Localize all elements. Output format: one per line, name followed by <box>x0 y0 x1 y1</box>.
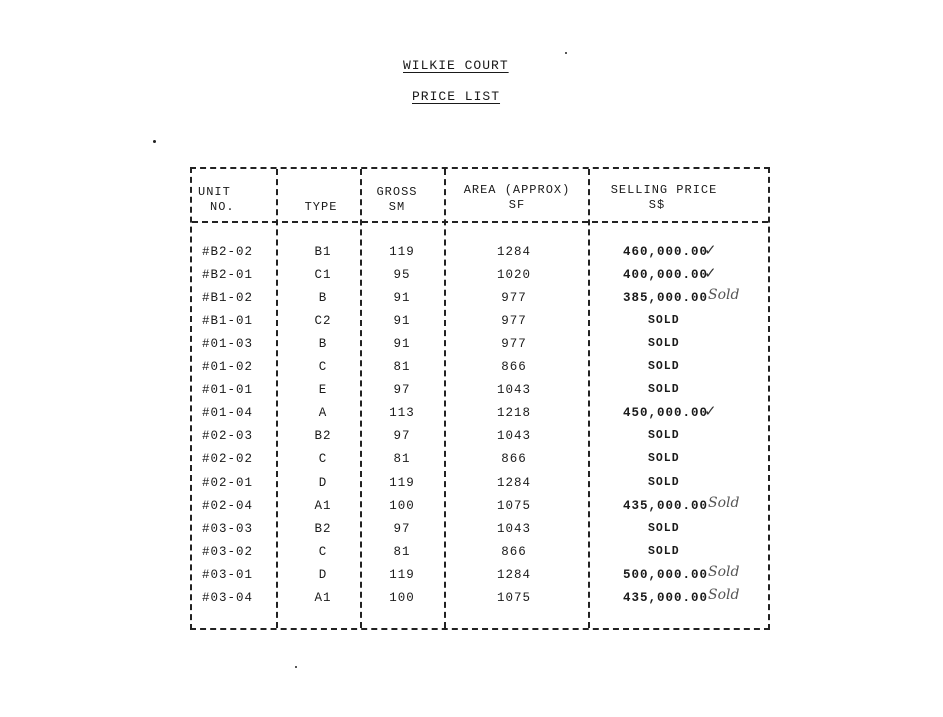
selling-price-cell: SOLD <box>648 429 680 443</box>
type-cell: A <box>318 406 328 421</box>
gross-cell: 81 <box>393 452 411 467</box>
unit-no-cell: #01-02 <box>202 360 254 375</box>
gross-cell: 81 <box>393 544 411 559</box>
area-cell: 977 <box>501 314 527 329</box>
area-cell: 1284 <box>496 475 531 490</box>
gross-cell: 100 <box>389 590 415 605</box>
area-cell: 1284 <box>496 245 531 259</box>
selling-price-cell: SOLD <box>648 452 680 466</box>
gross-cell: 91 <box>393 314 411 329</box>
type-cell: B <box>318 337 328 352</box>
type-cell: D <box>318 567 328 582</box>
handwritten-checkmark: ✓ <box>704 241 717 259</box>
column-divider <box>444 169 446 628</box>
type-cell: C2 <box>314 314 332 329</box>
area-cell: 1020 <box>496 268 531 283</box>
unit-no-cell: #01-04 <box>202 406 254 421</box>
selling-price-cell: 385,000.00 <box>623 291 709 306</box>
type-cell: A1 <box>314 590 332 605</box>
selling-price-cell: SOLD <box>648 544 680 558</box>
area-cell: 1043 <box>496 429 531 444</box>
handwritten-sold-note: Sold <box>708 586 740 603</box>
selling-price-cell: SOLD <box>648 314 680 328</box>
header-price-line2: S$ <box>648 198 666 212</box>
document-title: WILKIE COURT <box>403 58 509 73</box>
selling-price-cell: 460,000.00 <box>623 245 709 259</box>
scan-speck <box>295 666 297 668</box>
header-area-line1: AREA (APPROX) <box>463 183 571 197</box>
type-cell: C <box>318 452 328 467</box>
area-cell: 1075 <box>496 498 531 513</box>
header-gross <box>362 185 432 215</box>
column-divider <box>360 169 362 628</box>
gross-cell: 81 <box>393 360 411 375</box>
selling-price-cell: 400,000.00 <box>623 268 709 283</box>
type-cell: B2 <box>314 429 332 444</box>
handwritten-checkmark: ✓ <box>704 264 717 283</box>
gross-cell: 91 <box>393 337 411 352</box>
unit-no-cell: #B2-01 <box>202 268 254 283</box>
selling-price-cell: 435,000.00 <box>623 498 709 513</box>
selling-price-cell: SOLD <box>648 337 680 351</box>
header-divider <box>192 221 768 223</box>
area-cell: 1284 <box>496 567 531 582</box>
header-type-label: TYPE <box>304 200 338 214</box>
header-gross-line2: SM <box>388 200 406 214</box>
unit-no-cell: #02-02 <box>202 452 254 467</box>
unit-no-cell: #02-03 <box>202 429 254 444</box>
scan-speck <box>153 140 156 143</box>
header-area-line2: SF <box>508 198 526 212</box>
unit-no-cell: #02-04 <box>202 498 254 513</box>
gross-cell: 91 <box>393 291 411 306</box>
selling-price-cell: SOLD <box>648 383 680 397</box>
type-cell: B2 <box>314 521 332 536</box>
header-type <box>286 200 356 215</box>
header-unit-no-line2: NO. <box>210 200 235 214</box>
unit-no-cell: #01-01 <box>202 383 254 398</box>
header-area <box>448 183 586 213</box>
gross-cell: 95 <box>393 268 411 283</box>
column-divider <box>588 169 590 628</box>
unit-no-cell: #B1-02 <box>202 291 254 306</box>
area-cell: 866 <box>501 452 527 467</box>
area-cell: 1043 <box>496 521 531 536</box>
type-cell: C <box>318 360 328 375</box>
unit-no-cell: #03-01 <box>202 567 254 582</box>
selling-price-cell: SOLD <box>648 360 680 374</box>
unit-no-cell: #B2-02 <box>202 245 254 259</box>
header-selling-price <box>594 183 734 213</box>
column-divider <box>276 169 278 628</box>
gross-cell: 97 <box>393 383 411 398</box>
area-cell: 977 <box>501 337 527 352</box>
area-cell: 866 <box>501 544 527 559</box>
gross-cell: 119 <box>389 567 415 582</box>
handwritten-checkmark: ✓ <box>704 402 717 421</box>
handwritten-sold-note: Sold <box>708 287 740 304</box>
handwritten-sold-note: Sold <box>708 563 740 580</box>
unit-no-cell: #03-03 <box>202 521 254 536</box>
area-cell: 1218 <box>496 406 531 421</box>
area-cell: 866 <box>501 360 527 375</box>
price-list-table <box>190 167 770 630</box>
type-cell: C <box>318 544 328 559</box>
document-subtitle: PRICE LIST <box>412 89 501 104</box>
selling-price-cell: SOLD <box>648 475 680 489</box>
unit-no-cell: #03-04 <box>202 590 254 605</box>
type-cell: C1 <box>314 268 332 283</box>
type-cell: E <box>318 383 328 398</box>
unit-no-cell: #B1-01 <box>202 314 254 329</box>
gross-cell: 97 <box>393 429 411 444</box>
header-gross-line1: GROSS <box>376 185 418 199</box>
selling-price-cell: 435,000.00 <box>623 590 709 605</box>
header-unit-no-line1: UNIT <box>198 185 231 199</box>
gross-cell: 97 <box>393 521 411 536</box>
gross-cell: 113 <box>389 406 415 421</box>
area-cell: 977 <box>501 291 527 306</box>
unit-no-cell: #01-03 <box>202 337 254 352</box>
type-cell: B <box>318 291 328 306</box>
type-cell: B1 <box>314 245 332 259</box>
selling-price-cell: SOLD <box>648 521 680 535</box>
gross-cell: 100 <box>389 498 415 513</box>
header-price-line1: SELLING PRICE <box>610 183 718 197</box>
gross-cell: 119 <box>389 475 415 490</box>
selling-price-cell: 450,000.00 <box>623 406 709 421</box>
area-cell: 1075 <box>496 590 531 605</box>
selling-price-cell: 500,000.00 <box>623 567 709 582</box>
unit-no-cell: #02-01 <box>202 475 254 490</box>
scan-speck <box>565 52 567 54</box>
type-cell: D <box>318 475 328 490</box>
area-cell: 1043 <box>496 383 531 398</box>
header-unit-no <box>198 185 268 215</box>
gross-cell: 119 <box>389 245 415 259</box>
handwritten-sold-note: Sold <box>708 494 740 511</box>
unit-no-cell: #03-02 <box>202 544 254 559</box>
type-cell: A1 <box>314 498 332 513</box>
